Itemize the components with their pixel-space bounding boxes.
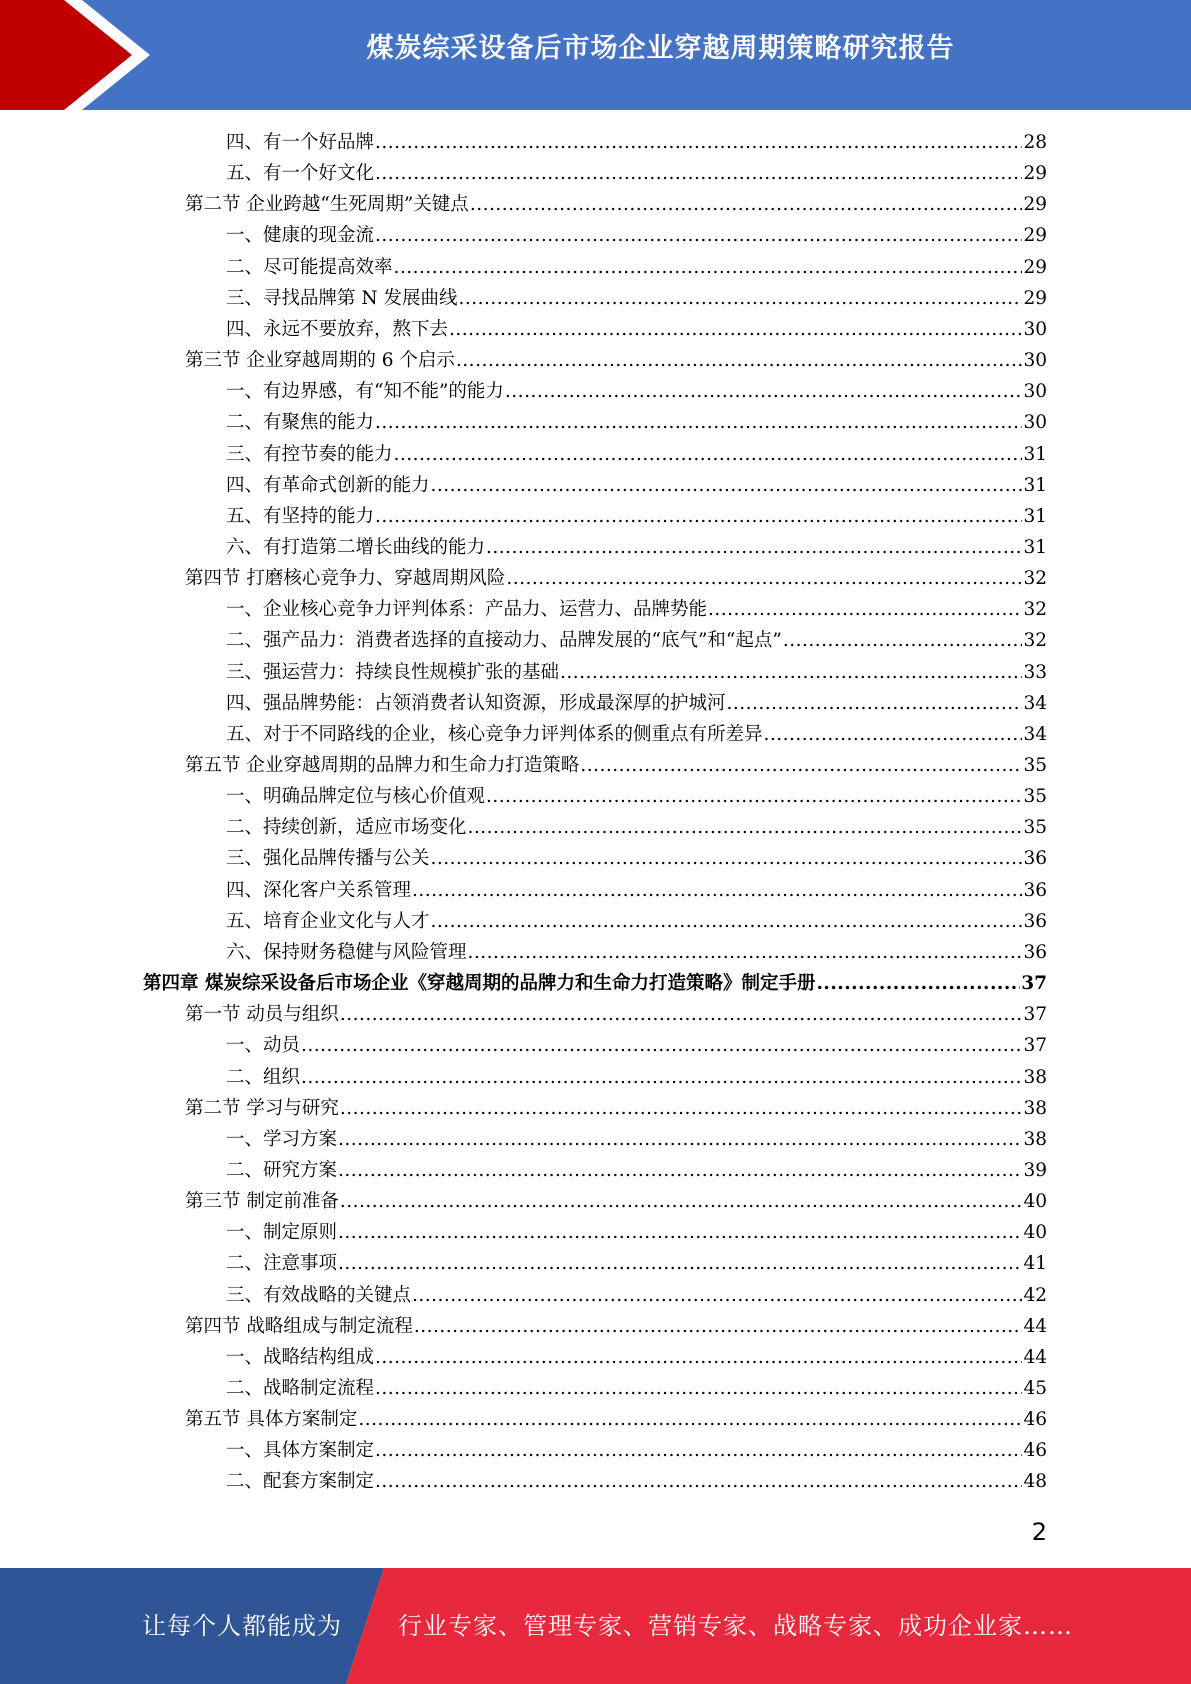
toc-entry-title: 四、有革命式创新的能力: [226, 474, 430, 496]
toc-entry-title: 二、注意事项: [226, 1253, 338, 1275]
toc-entry-page: 28: [1023, 132, 1047, 153]
toc-entry-title: 第二节 学习与研究: [185, 1097, 339, 1119]
toc-dot-leader: [414, 1316, 1023, 1337]
toc-entry-title: 二、有聚焦的能力: [226, 412, 375, 434]
toc-entry-title: 第二节 企业跨越“生死周期”关键点: [185, 194, 469, 216]
toc-entry[interactable]: [226, 720, 1047, 750]
toc-entry-page: 42: [1023, 1284, 1047, 1306]
toc-entry-page: 35: [1023, 755, 1047, 776]
toc-entry[interactable]: [226, 502, 1047, 532]
toc-dot-leader: [394, 444, 1023, 465]
toc-entry-title: 第一节 动员与组织: [185, 1004, 339, 1026]
toc-entry[interactable]: [226, 595, 1047, 625]
toc-dot-leader: [486, 786, 1022, 807]
toc-dot-leader: [375, 1378, 1022, 1399]
toc-entry-page: 38: [1023, 1128, 1047, 1150]
toc-entry-page: 35: [1023, 786, 1047, 808]
toc-entry[interactable]: [226, 689, 1047, 719]
toc-entry[interactable]: [226, 1249, 1047, 1279]
toc-entry[interactable]: [226, 253, 1047, 283]
toc-entry-title: 四、深化客户关系管理: [226, 879, 412, 901]
toc-entry-title: 六、有打造第二增长曲线的能力: [226, 536, 486, 558]
toc-entry-page: 29: [1023, 256, 1047, 278]
toc-entry[interactable]: [226, 658, 1047, 688]
toc-dot-leader: [340, 1191, 1023, 1212]
toc-entry[interactable]: [226, 440, 1047, 470]
toc-entry-page: 29: [1023, 225, 1047, 247]
toc-entry[interactable]: [185, 751, 1047, 781]
toc-entry-title: 一、有边界感，有“知不能”的能力: [226, 381, 504, 403]
toc-entry[interactable]: [226, 1156, 1047, 1186]
toc-entry-page: 30: [1023, 318, 1047, 340]
toc-entry-page: 31: [1023, 505, 1047, 527]
toc-entry[interactable]: [185, 1312, 1047, 1342]
toc-entry[interactable]: [226, 813, 1047, 843]
toc-dot-leader: [412, 1285, 1022, 1306]
toc-entry-page: 40: [1023, 1191, 1047, 1213]
toc-entry-page: 34: [1023, 723, 1047, 745]
toc-dot-leader: [580, 755, 1022, 776]
toc-entry-page: 39: [1023, 1159, 1047, 1181]
toc-entry[interactable]: [226, 533, 1047, 563]
toc-entry-title: 一、明确品牌定位与核心价值观: [226, 786, 486, 808]
toc-entry-page: 32: [1023, 630, 1047, 652]
toc-entry[interactable]: [226, 938, 1047, 968]
toc-dot-leader: [470, 194, 1023, 215]
toc-dot-leader: [412, 880, 1022, 901]
toc-entry-title: 第三节 制定前准备: [185, 1191, 339, 1213]
toc-entry-page: 44: [1023, 1315, 1047, 1337]
toc-entry-page: 36: [1023, 941, 1047, 963]
toc-dot-leader: [468, 942, 1023, 963]
toc-dot-leader: [505, 381, 1023, 402]
toc-entry-page: 33: [1023, 661, 1047, 683]
toc-entry[interactable]: [226, 626, 1047, 656]
toc-entry-title: 五、有一个好文化: [226, 163, 375, 185]
toc-entry-page: 36: [1023, 910, 1047, 932]
toc-entry-title: 二、尽可能提高效率: [226, 256, 393, 278]
toc-entry-page: 46: [1023, 1409, 1047, 1431]
toc-entry-title: 二、配套方案制定: [226, 1471, 375, 1493]
toc-entry-page: 31: [1023, 443, 1047, 465]
toc-entry[interactable]: [226, 315, 1047, 345]
toc-dot-leader: [340, 1004, 1023, 1025]
toc-dot-leader: [486, 537, 1022, 558]
toc-entry-title: 六、保持财务稳健与风险管理: [226, 941, 467, 963]
toc-entry[interactable]: [226, 1374, 1047, 1404]
toc-entry[interactable]: [185, 564, 1047, 594]
toc-entry[interactable]: [185, 1094, 1047, 1124]
toc-dot-leader: [338, 1253, 1022, 1274]
toc-entry-title: 五、对于不同路线的企业，核心竞争力评判体系的侧重点有所差异: [226, 723, 763, 745]
toc-entry-page: 30: [1023, 412, 1047, 434]
toc-entry[interactable]: [226, 1467, 1047, 1497]
toc-entry-page: 38: [1023, 1097, 1047, 1119]
toc-entry[interactable]: [226, 221, 1047, 251]
toc-entry[interactable]: [226, 1125, 1047, 1155]
toc-entry-title: 一、制定原则: [226, 1222, 338, 1244]
toc-dot-leader: [783, 630, 1023, 651]
toc-dot-leader: [301, 1067, 1022, 1088]
toc-entry[interactable]: [226, 471, 1047, 501]
toc-dot-leader: [375, 163, 1022, 184]
toc-entry-page: 29: [1023, 287, 1047, 309]
toc-entry-title: 五、有坚持的能力: [226, 505, 375, 527]
toc-dot-leader: [456, 350, 1023, 371]
toc-dot-leader: [431, 911, 1023, 932]
toc-entry-page: 40: [1023, 1222, 1047, 1244]
toc-entry[interactable]: [226, 907, 1047, 937]
toc-entry-page: 30: [1023, 350, 1047, 372]
page-number: 2: [1031, 1518, 1047, 1546]
toc-entry[interactable]: [226, 1343, 1047, 1373]
toc-dot-leader: [338, 1222, 1022, 1243]
toc-entry-page: 31: [1023, 536, 1047, 558]
toc-entry-page: 36: [1023, 848, 1047, 870]
toc-entry-page: 48: [1023, 1471, 1047, 1493]
toc-entry[interactable]: [143, 969, 1047, 999]
toc-entry-title: 四、永远不要放弃，熬下去: [226, 318, 449, 340]
toc-entry-title: 第四节 战略组成与制定流程: [185, 1315, 413, 1337]
toc-entry-page: 34: [1023, 692, 1047, 714]
toc-entry-page: 32: [1023, 599, 1047, 621]
toc-entry-title: 五、培育企业文化与人才: [226, 910, 430, 932]
toc-dot-leader: [560, 662, 1022, 683]
page-footer: [0, 1568, 1191, 1684]
toc-entry-page: 45: [1023, 1378, 1047, 1399]
toc-dot-leader: [358, 1409, 1022, 1430]
toc-entry[interactable]: [226, 876, 1047, 906]
toc-entry-title: 三、寻找品牌第 N 发展曲线: [226, 287, 458, 309]
toc-dot-leader: [816, 973, 1020, 994]
toc-entry[interactable]: [185, 1000, 1047, 1030]
toc-dot-leader: [375, 506, 1022, 527]
toc-entry-title: 一、健康的现金流: [226, 225, 375, 247]
footer-slogan-left: 让每个人都能成为: [142, 1612, 342, 1640]
toc-dot-leader: [458, 288, 1022, 309]
toc-entry[interactable]: [226, 1063, 1047, 1093]
toc-dot-leader: [340, 1098, 1023, 1119]
toc-entry-title: 二、战略制定流程: [226, 1378, 375, 1399]
toc-entry[interactable]: [226, 284, 1047, 314]
toc-dot-leader: [375, 1471, 1022, 1492]
toc-entry-title: 二、持续创新，适应市场变化: [226, 817, 467, 839]
toc-dot-leader: [375, 132, 1022, 153]
toc-entry-title: 三、有效战略的关键点: [226, 1284, 412, 1306]
toc-entry-page: 41: [1023, 1253, 1047, 1275]
toc-entry-page: 44: [1023, 1346, 1047, 1368]
toc-entry-title: 一、学习方案: [226, 1128, 338, 1150]
toc-dot-leader: [301, 1035, 1022, 1056]
toc-dot-leader: [375, 1440, 1022, 1461]
toc-dot-leader: [431, 475, 1023, 496]
toc-entry-page: 29: [1023, 163, 1047, 185]
toc-entry[interactable]: [226, 844, 1047, 874]
toc-dot-leader: [708, 599, 1022, 620]
toc-entry[interactable]: [226, 408, 1047, 438]
toc-entry-title: 第三节 企业穿越周期的 6 个启示: [185, 350, 455, 372]
toc-entry[interactable]: [185, 1405, 1047, 1435]
toc-entry-page: 37: [1023, 1035, 1047, 1057]
toc-entry-title: 四、有一个好品牌: [226, 132, 375, 153]
toc-entry-page: 32: [1023, 568, 1047, 590]
toc-entry-page: 37: [1023, 1004, 1047, 1026]
toc-entry[interactable]: [185, 1187, 1047, 1217]
toc-entry[interactable]: [226, 1281, 1047, 1311]
toc-entry-title: 一、具体方案制定: [226, 1440, 375, 1462]
toc-entry-title: 第五节 企业穿越周期的品牌力和生命力打造策略: [185, 755, 580, 776]
toc-entry[interactable]: [226, 782, 1047, 812]
toc-entry-page: 35: [1023, 817, 1047, 839]
toc-entry-page: 36: [1023, 879, 1047, 901]
toc-entry-title: 三、强运营力：持续良性规模扩张的基础: [226, 661, 560, 683]
toc-entry-title: 四、强品牌势能：占领消费者认知资源，形成最深厚的护城河: [226, 692, 726, 714]
toc-entry[interactable]: [226, 1436, 1047, 1466]
toc-entry-page: 29: [1023, 194, 1047, 216]
toc-dot-leader: [338, 1129, 1022, 1150]
toc-dot-leader: [375, 1347, 1022, 1368]
toc-entry[interactable]: [226, 377, 1047, 407]
toc-entry-page: 30: [1023, 381, 1047, 403]
toc-dot-leader: [449, 319, 1022, 340]
page-header: [0, 0, 1191, 110]
toc-entry-title: 第五节 具体方案制定: [185, 1409, 358, 1431]
toc-entry-title: 一、动员: [226, 1035, 301, 1057]
toc-entry-title: 第四节 打磨核心竞争力、穿越周期风险: [185, 568, 506, 590]
toc-entry-title: 一、企业核心竞争力评判体系：产品力、运营力、品牌势能: [226, 599, 708, 621]
toc-entry-title: 二、组织: [226, 1066, 301, 1088]
toc-entry-page: 37: [1021, 973, 1047, 995]
toc-dot-leader: [431, 848, 1023, 869]
toc-entry[interactable]: [185, 190, 1047, 220]
toc-dot-leader: [764, 724, 1023, 745]
toc-dot-leader: [727, 693, 1023, 714]
toc-entry[interactable]: [226, 128, 1047, 158]
toc-entry-title: 二、研究方案: [226, 1159, 338, 1181]
toc-entry-title: 二、强产品力：消费者选择的直接动力、品牌发展的“底气”和“起点”: [226, 630, 782, 652]
toc-entry-title: 一、战略结构组成: [226, 1346, 375, 1368]
toc-entry-title: 三、强化品牌传播与公关: [226, 848, 430, 870]
toc-dot-leader: [338, 1160, 1022, 1181]
toc-entry[interactable]: [226, 1031, 1047, 1061]
toc-entry-page: 31: [1023, 474, 1047, 496]
footer-slogan-right: 行业专家、管理专家、营销专家、战略专家、成功企业家……: [398, 1612, 1073, 1640]
document-title: 煤炭综采设备后市场企业穿越周期策略研究报告: [366, 33, 955, 64]
toc-dot-leader: [394, 257, 1023, 278]
toc-entry[interactable]: [185, 346, 1047, 376]
toc-entry-page: 46: [1023, 1440, 1047, 1462]
toc-entry-page: 38: [1023, 1066, 1047, 1088]
toc-entry[interactable]: [226, 1218, 1047, 1248]
toc-entry-title: 第四章 煤炭综采设备后市场企业《穿越周期的品牌力和生命力打造策略》制定手册: [143, 973, 816, 995]
toc-dot-leader: [506, 568, 1022, 589]
toc-dot-leader: [375, 412, 1022, 433]
toc-dot-leader: [375, 225, 1022, 246]
toc-dot-leader: [468, 817, 1023, 838]
toc-entry-title: 三、有控节奏的能力: [226, 443, 393, 465]
toc-entry[interactable]: [226, 159, 1047, 189]
